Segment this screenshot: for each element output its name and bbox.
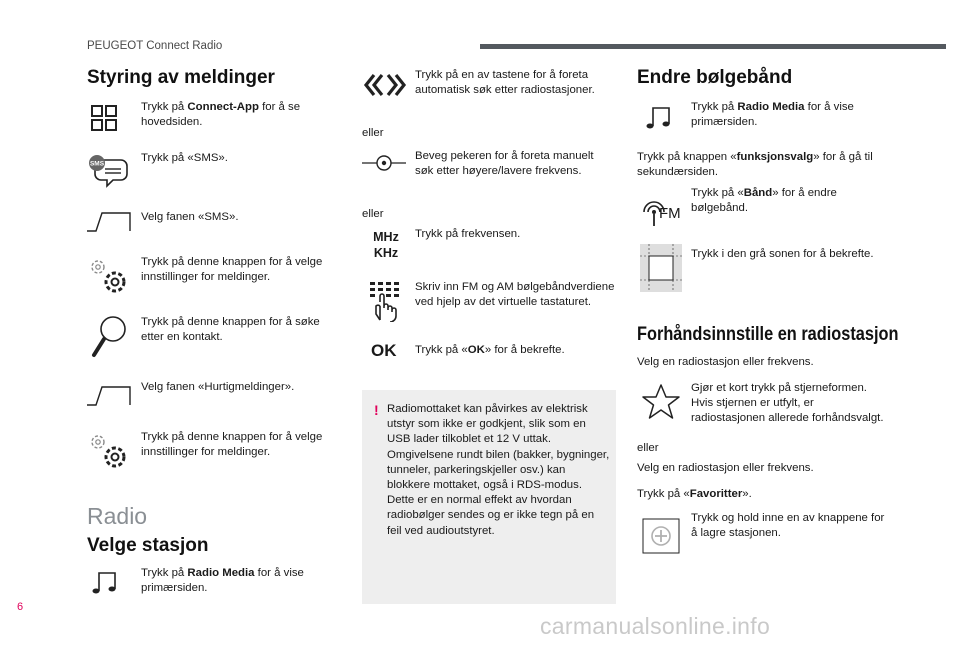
settings-gear-icon [86,431,130,471]
step-radio-media-band: Trykk på Radio Media for å vise primærsiden. [691,101,854,128]
step-hold: Trykk og hold inne en av knappene for å lagre stasjonen. [691,512,885,539]
step-star: Gjør et kort trykk på stjerneformen. Hvis stjernen er utfylt, er radiostasjonen allerede forhåndsvalgt. [691,382,884,424]
warning-text: Radiomottaket kan påvirkes av elektrisk utstyr som ikke er godkjent, slik som en USB lader tilkoblet et 12 V uttak. Omgivelsene rundt bilen (bakker, bygninger, tunneler, parkeringskjeller osv.) kan blokkere mottaket, også i RDS-modus. Dette er en normal effekt av hvordan radiobølger sendes og er ikke tegn på en feil ved audioutstyret. [387,403,610,537]
step-settings-2: Trykk på denne knappen for å velge innstillinger for meldinger. [141,431,323,458]
or-label: eller [362,127,384,139]
step-settings-1: Trykk på denne knappen for å velge innstillinger for meldinger. [141,256,323,283]
apps-grid-icon [86,103,122,133]
seek-arrows-icon [362,70,408,100]
music-note-icon [642,103,676,133]
step-grey-zone: Trykk i den grå sonen for å bekrefte. [691,248,874,260]
star-icon [640,382,682,422]
settings-gear-icon [86,256,130,296]
fm-antenna-icon [640,192,682,228]
step-sms: Trykk på «SMS». [141,152,228,164]
step-keypad: Skriv inn FM og AM bølgebåndverdiene ved hjelp av det virtuelle tastaturet. [415,281,615,308]
step-ok: Trykk på «OK» for å bekrefte. [415,344,565,356]
heading-endre-bolgeband: Endre bølgebånd [637,67,793,88]
music-note-icon [88,568,122,598]
page-number: 6 [17,601,24,613]
warning-box [362,390,616,604]
tab-icon [86,210,132,234]
add-preset-icon [640,516,682,556]
watermark: carmanualsonline.info [540,613,771,639]
section-title-radio: Radio [87,503,148,529]
step-tab-quick: Velg fanen «Hurtigmeldinger». [141,381,295,393]
heading-forhandsinnstille: Forhåndsinnstille en radiostasjon [637,324,899,345]
step-manual-seek: Beveg pekeren for å foreta manuelt søk etter høyere/lavere frekvens. [415,150,594,177]
step-frequency: Trykk på frekvensen. [415,228,521,240]
step-connect-app: Trykk på Connect-App for å se hovedsiden. [141,101,301,128]
step-band: Trykk på «Bånd» for å endre bølgebånd. [691,187,837,214]
step-function-select: Trykk på knappen «funksjonsvalg» for å gå til sekundærsiden. [637,151,873,178]
preset-intro-2: Velg en radiostasjon eller frekvens. [637,462,814,474]
step-auto-seek: Trykk på en av tastene for å foreta automatisk søk etter radiostasjoner. [415,69,595,96]
ok-icon: OK [371,341,397,360]
svg-text:SMS: SMS [89,160,105,168]
step-search: Trykk på denne knappen for å søke etter en kontakt. [141,316,320,343]
warning-mark: ! [374,402,379,418]
grey-zone-icon [640,244,682,292]
step-favorites: Trykk på «Favoritter». [637,488,752,500]
step-radio-media: Trykk på Radio Media for å vise primærsiden. [141,567,304,594]
or-label: eller [637,442,659,454]
frequency-unit-icon: MHz KHz [373,230,399,260]
or-label: eller [362,208,384,220]
heading-velge-stasjon: Velge stasjon [87,535,209,556]
keypad-hand-icon [366,280,406,322]
tab-icon [86,384,132,408]
search-icon [88,315,128,359]
running-header: PEUGEOT Connect Radio [87,40,223,52]
preset-intro: Velg en radiostasjon eller frekvens. [637,356,814,368]
sms-bubble-icon [86,153,130,189]
step-tab-sms: Velg fanen «SMS». [141,211,239,223]
fm-label: FM [659,205,681,222]
header-rule [480,44,946,49]
slider-cursor-icon [360,153,408,173]
heading-styring: Styring av meldinger [87,67,275,88]
